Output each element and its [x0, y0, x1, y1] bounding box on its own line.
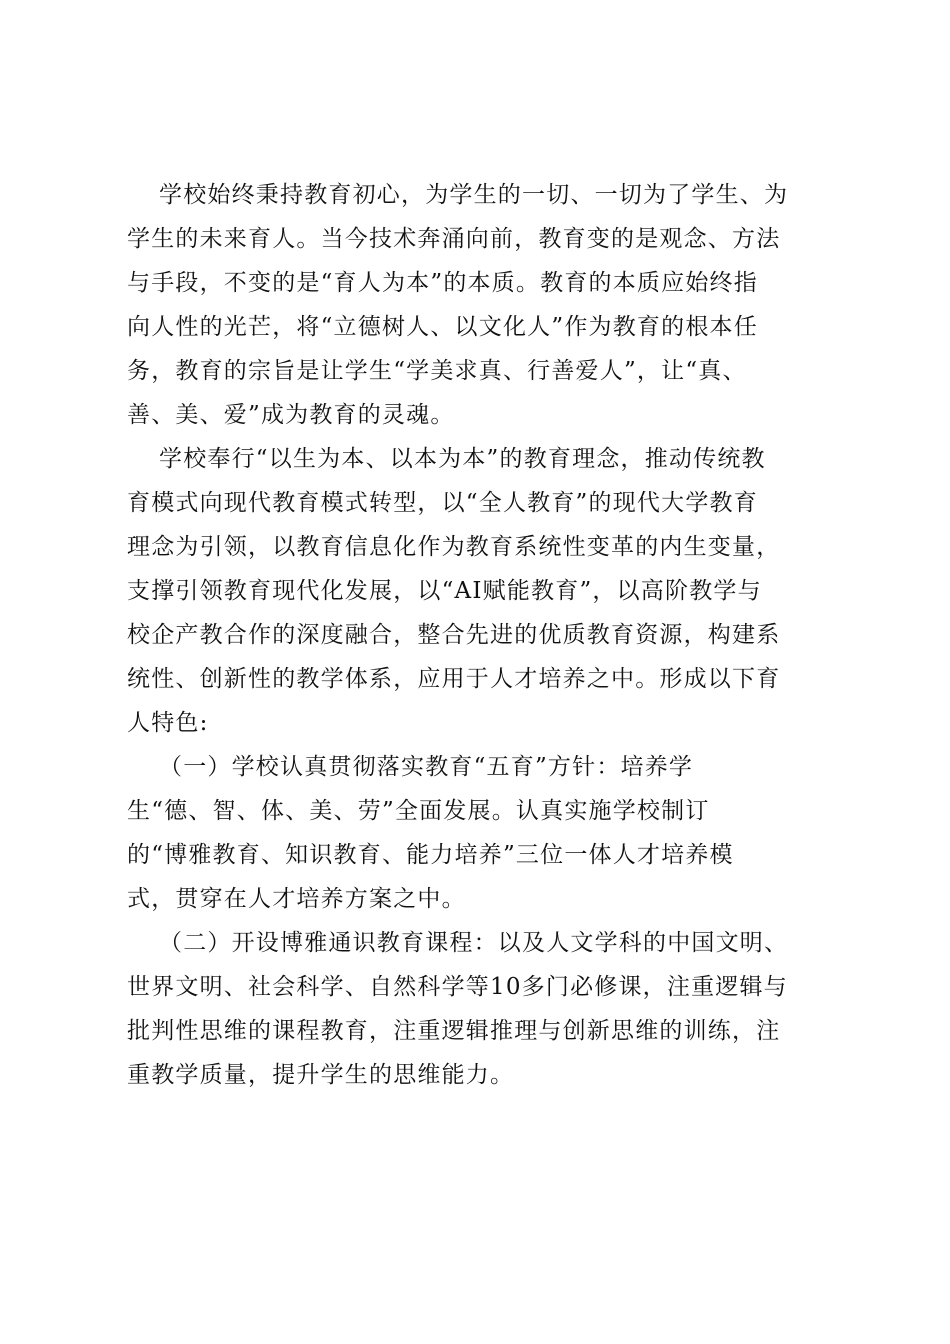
text-line: 学校奉行“以生为本、以本为本”的教育理念，推动传统教	[159, 446, 766, 472]
text-line: 支撑引领教育现代化发展，以“AI赋能教育”，以高阶教学与	[127, 578, 762, 604]
text-line: （二）开设博雅通识教育课程：以及人文学科的中国文明、	[159, 930, 789, 956]
text-line: 学生的未来育人。当今技术奔涌向前，教育变的是观念、方法	[127, 226, 781, 252]
text-line: 人特色:	[127, 710, 209, 736]
text-line: 育模式向现代教育模式转型，以“全人教育”的现代大学教育	[127, 490, 758, 516]
text-line: 校企产教合作的深度融合，整合先进的优质教育资源，构建系	[127, 622, 781, 648]
text-line: （一）学校认真贯彻落实教育“五育”方针：培养学	[159, 754, 694, 780]
text-line: 批判性思维的课程教育，注重逻辑推理与创新思维的训练，注	[127, 1018, 781, 1044]
text-line: 重教学质量，提升学生的思维能力。	[127, 1062, 515, 1088]
text-line: 与手段，不变的是“育人为本”的本质。教育的本质应始终指	[127, 270, 758, 296]
text-line: 学校始终秉持教育初心，为学生的一切、一切为了学生、为	[159, 182, 789, 208]
text-line: 统性、创新性的教学体系，应用于人才培养之中。形成以下育	[127, 666, 781, 692]
paragraph-philosophy	[127, 437, 827, 745]
paragraph-item-2	[127, 921, 827, 1097]
text-line: 式，贯穿在人才培养方案之中。	[127, 886, 466, 912]
paragraph-intro	[127, 173, 827, 437]
document-page	[127, 173, 827, 1097]
text-line: 的“博雅教育、知识教育、能力培养”三位一体人才培养模	[127, 842, 734, 868]
paragraph-item-1	[127, 745, 827, 921]
text-line: 务，教育的宗旨是让学生“学美求真、行善爱人”，让“真、	[127, 358, 747, 384]
text-line: 善、美、爱”成为教育的灵魂。	[127, 402, 455, 428]
text-line: 向人性的光芒，将“立德树人、以文化人”作为教育的根本任	[127, 314, 758, 340]
text-line: 生“德、智、体、美、劳”全面发展。认真实施学校制订	[127, 798, 710, 824]
text-line: 理念为引领，以教育信息化作为教育系统性变革的内生变量，	[127, 534, 781, 560]
text-line: 世界文明、社会科学、自然科学等10多门必修课，注重逻辑与	[127, 974, 788, 1000]
